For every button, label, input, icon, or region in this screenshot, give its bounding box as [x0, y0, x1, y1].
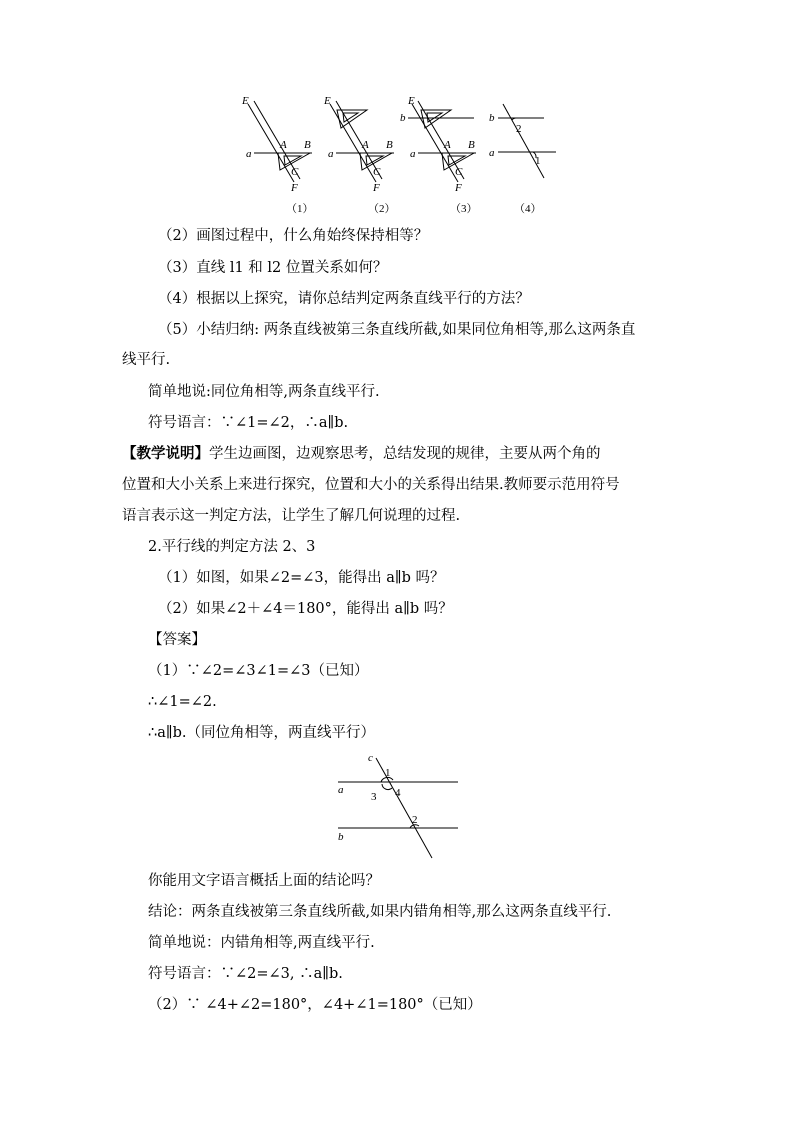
answer-line-1: （1）∵∠2=∠3∠1=∠3（已知） — [148, 663, 369, 679]
set-square-inner — [284, 156, 301, 165]
label-C: C — [455, 166, 463, 178]
symbol-language-2: 符号语言：∵∠2=∠3, ∴a∥b. — [148, 966, 343, 982]
question-4: （4）根据以上探究，请你总结判定两条直线平行的方法？ — [158, 291, 530, 307]
sub-question-1: （1）如图，如果∠2=∠3，能得出 a∥b 吗？ — [158, 570, 445, 586]
label-angle-3: 3 — [371, 791, 377, 803]
label-b: b — [338, 831, 344, 843]
answer-line-4: （2）∵ ∠4+∠2=180°，∠4+∠1=180°（已知） — [148, 997, 482, 1013]
answer-line-2: ∴∠1=∠2. — [148, 694, 217, 710]
label-a: a — [328, 148, 334, 160]
label-F: F — [373, 182, 380, 194]
teaching-note-text-1: 学生边画图，边观察思考，总结发现的规律，主要从两个角的 — [209, 446, 601, 462]
label-angle-1: 1 — [385, 767, 391, 779]
label-angle-2: 2 — [412, 814, 418, 826]
ask-summary: 你能用文字语言概括上面的结论吗？ — [148, 873, 380, 889]
label-c: c — [368, 752, 373, 764]
label-B: B — [468, 139, 475, 151]
label-B: B — [386, 139, 393, 151]
question-2: （2）画图过程中，什么角始终保持相等？ — [158, 228, 429, 244]
label-b: b — [489, 112, 495, 124]
label-b: b — [400, 112, 406, 124]
conclusion: 结论：两条直线被第三条直线所截,如果内错角相等,那么这两条直线平行. — [148, 904, 612, 920]
teaching-note-line-2: 位置和大小关系上来进行探究，位置和大小的关系得出结果.教师要示范用符号 — [122, 477, 620, 493]
label-angle-4: 4 — [395, 787, 401, 799]
question-5-line-2: 线平行. — [122, 352, 171, 368]
ruler-edge — [248, 104, 294, 182]
label-E: E — [324, 95, 331, 107]
figure-panel-3 — [400, 95, 478, 215]
label-B: B — [304, 139, 311, 151]
simple-statement-1: 简单地说:同位角相等,两条直线平行. — [148, 384, 380, 400]
section-2-heading: 2.平行线的判定方法 2、3 — [148, 539, 316, 555]
caption-3: （3） — [450, 203, 478, 215]
label-a: a — [338, 784, 344, 796]
parallel-construction-figure — [230, 90, 560, 220]
sub-question-2: （2）如果∠2＋∠4＝180°，能得出 a∥b 吗？ — [158, 601, 453, 617]
answer-tag: 【答案】 — [148, 632, 206, 648]
teaching-note-line-1 — [122, 444, 601, 464]
simple-statement-2: 简单地说：内错角相等,两直线平行. — [148, 935, 375, 951]
symbol-language-1: 符号语言：∵∠1=∠2，∴a∥b. — [148, 415, 349, 431]
label-a: a — [410, 148, 416, 160]
label-angle-2: 2 — [516, 123, 522, 135]
label-F: F — [291, 182, 298, 194]
label-a: a — [489, 147, 495, 159]
label-A: A — [362, 139, 369, 151]
answer-line-3: ∴a∥b.（同位角相等，两直线平行） — [148, 725, 375, 741]
figure-panel-4 — [489, 104, 556, 215]
label-E: E — [408, 95, 415, 107]
label-C: C — [291, 166, 299, 178]
caption-2: （2） — [368, 203, 396, 215]
label-A: A — [280, 139, 287, 151]
transversal-figure — [330, 748, 470, 860]
label-E: E — [242, 95, 249, 107]
teaching-note-tag: 【教学说明】 — [122, 445, 209, 462]
question-5-line-1: （5）小结归纳: 两条直线被第三条直线所截,如果同位角相等,那么这两条直 — [158, 322, 636, 338]
teaching-note-line-3: 语言表示这一判定方法，让学生了解几何说理的过程. — [122, 508, 461, 524]
figure-panel-1 — [241, 95, 314, 215]
label-A: A — [444, 139, 451, 151]
question-3: （3）直线 l1 和 l2 位置关系如何？ — [158, 260, 388, 276]
figure-panel-2 — [323, 95, 396, 215]
caption-1: （1） — [286, 203, 314, 215]
caption-4: （4） — [514, 203, 542, 215]
label-C: C — [373, 166, 381, 178]
label-F: F — [455, 182, 462, 194]
label-angle-1: 1 — [535, 155, 541, 167]
label-a: a — [246, 148, 252, 160]
